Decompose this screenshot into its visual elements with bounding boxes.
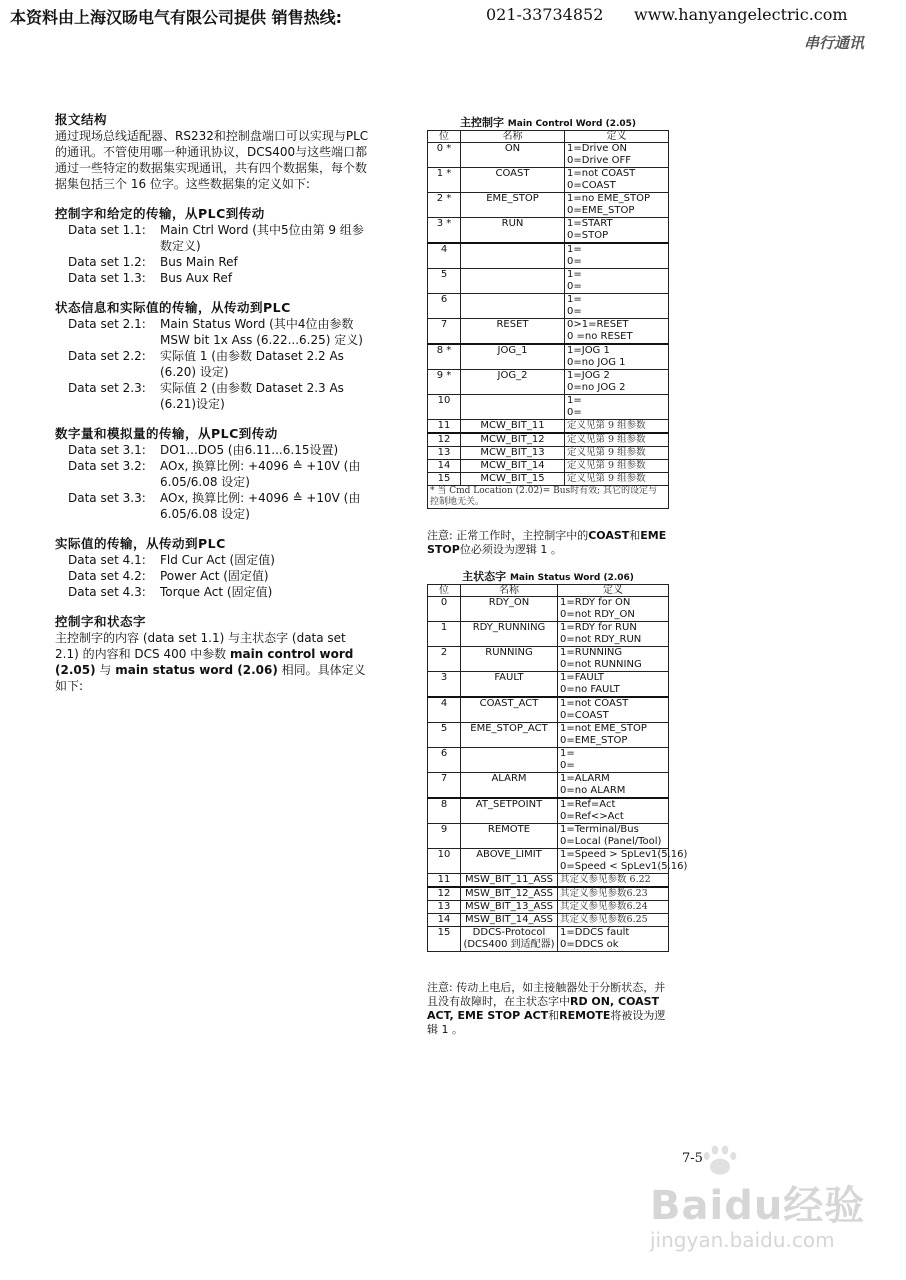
dataset-value: Power Act (固定值) [160,569,269,583]
cell-bit: 6 [428,294,461,319]
def-line-1: 1=RDY for RUN [560,622,637,633]
cell-def [565,294,669,319]
table-row [428,647,669,672]
cell-def [565,243,669,269]
dataset-item [55,584,373,600]
cell-name: EME_STOP_ACT [461,723,558,748]
cell-name: MCW_BIT_11 [461,420,565,434]
cell-name: RESET [461,319,565,345]
dataset-key: Data set 2.1: [68,317,146,331]
table-row [428,597,669,622]
cell-bit: 8 * [428,344,461,370]
def-line-1: 1=RUNNING [560,647,623,658]
cell-bit: 5 [428,269,461,294]
table-row [428,294,669,319]
intro-paragraph: 通过现场总线适配器、RS232和控制盘端口可以实现与PLC的通讯。不管使用哪一种通讯协议，DCS400与这些端口都通过一些特定的数据集实现通讯，共有四个数据集，每个数据集包括三个 16 位字。这些数据集的定义如下: [55,129,369,191]
cell-name: REMOTE [461,824,558,849]
col-header-def: 定义 [558,585,669,597]
cell-def [558,622,669,647]
cell-bit: 10 [428,849,461,874]
def-line-2: 0= [567,306,582,317]
cell-def: 定义见第 9 组参数 [565,460,669,473]
def-line-2: 0=STOP [567,230,609,241]
note1-e: 位必须设为逻辑 1 。 [459,543,562,556]
def-line-1: 1=ALARM [560,773,610,784]
def-line-2: 0=no JOG 1 [567,357,626,368]
def-line-1: 1=START [567,218,613,229]
cell-name [461,927,558,952]
cell-bit: 15 [428,927,461,952]
def-line-2: 0= [567,281,582,292]
col-header-bit: 位 [428,131,461,143]
col-header-bit: 位 [428,585,461,597]
col-header-def: 定义 [565,131,669,143]
def-line-2: 0 =no RESET [567,331,633,342]
cell-name: ALARM [461,773,558,799]
cell-bit: 14 [428,460,461,473]
cell-name: JOG_1 [461,344,565,370]
cell-bit: 5 [428,723,461,748]
cell-bit: 8 [428,798,461,824]
def-line-1: 1= [567,269,582,280]
msw-table [427,584,688,952]
mcw-caption [427,116,669,130]
def-line-2: 0=EME_STOP [567,205,635,216]
table-row [428,914,669,927]
note1-b: COAST [588,529,630,542]
table-row [428,269,669,294]
def-line-1: 1=JOG 2 [567,370,610,381]
table-row [428,168,669,193]
dataset-item [55,552,373,568]
cell-name: ON [461,143,565,168]
def-line-1: 1=RDY for ON [560,597,631,608]
dataset-item [55,348,373,380]
cell-name: MCW_BIT_12 [461,433,565,447]
dataset-item [55,316,373,348]
cell-bit: 1 [428,622,461,647]
cell-def: 定义见第 9 组参数 [565,447,669,460]
dataset-value: AOx, 换算比例: +4096 ≙ +10V (由 6.05/6.08 设定) [160,459,361,489]
cw-sw-param-mcw: main control word (2.05) [55,647,354,677]
def-line-2: 0=not RDY_ON [560,609,635,620]
cell-def: 其定义参见参数6.23 [558,887,669,901]
cell-def [565,319,669,345]
cell-def [565,395,669,420]
cw-sw-paragraph [55,630,373,694]
cell-def [558,748,669,773]
cw-sw-text-e: 相同。具体定义如下: [55,663,366,693]
def-line-2: 0=COAST [567,180,616,191]
cell-name: MCW_BIT_13 [461,447,565,460]
msw-caption-cn: 主状态字 [462,570,507,583]
mcw-table [427,130,669,509]
def-line-1: 1=FAULT [560,672,605,683]
cell-name: MSW_BIT_14_ASS [461,914,558,927]
def-line-1: 1=not COAST [560,698,629,709]
def-line-1: 0>1=RESET [567,319,629,330]
cell-def [565,269,669,294]
cell-bit: 9 [428,824,461,849]
cell-def [558,647,669,672]
table-row [428,473,669,486]
cell-def: 其定义参见参数 6.22 [558,874,669,888]
def-line-1: 1=not COAST [567,168,636,179]
note2-d: REMOTE [559,1009,611,1022]
table-row [428,218,669,244]
cell-name: MSW_BIT_12_ASS [461,887,558,901]
cell-def [565,344,669,370]
cell-bit: 10 [428,395,461,420]
msw-note [427,981,675,1037]
table-row [428,672,669,698]
cw-sw-text-c: 与 [95,663,116,677]
cell-name: ABOVE_LIMIT [461,849,558,874]
table-row-footnote [428,486,669,509]
cell-name: MCW_BIT_14 [461,460,565,473]
def-line-2: 0=COAST [560,710,609,721]
cell-bit: 12 [428,887,461,901]
def-line-1: 1= [567,395,582,406]
cell-name: RDY_RUNNING [461,622,558,647]
cell-bit: 15 [428,473,461,486]
cell-bit: 13 [428,901,461,914]
dataset-item [55,270,373,286]
note2-a: 注意: 传动上电后，如主接触器处于分断状态，并且没有故障时，在主状态字中 [427,981,666,1008]
def-line-2: 0= [567,407,582,418]
heading-status-to-plc: 状态信息和实际值的传输，从传动到PLC [55,300,291,315]
dataset-value: Main Status Word (其中4位由参数 MSW bit 1x Ass (6.22...6.25) 定义) [160,317,363,347]
cell-bit: 0 * [428,143,461,168]
note1-d: EME STOP [427,529,667,556]
cell-name: COAST_ACT [461,697,558,723]
heading-control-status-word: 控制字和状态字 [55,614,147,629]
section-title: 串行通讯 [803,34,864,52]
cell-def [565,168,669,193]
cell-def [558,597,669,622]
def-line-2: 0= [567,256,582,267]
cell-bit: 7 [428,319,461,345]
cell-name: AT_SETPOINT [461,798,558,824]
table-row [428,433,669,447]
def-line-1: 1=JOG 1 [567,345,610,356]
cell-bit: 3 [428,672,461,698]
cell-bit: 4 [428,243,461,269]
dataset-item [55,568,373,584]
watermark-url: jingyan.baidu.com [650,1228,835,1252]
dataset-key: Data set 4.2: [68,569,146,583]
cell-def: 定义见第 9 组参数 [565,420,669,434]
mcw-note [427,529,675,557]
cell-name: RDY_ON [461,597,558,622]
cell-name: MCW_BIT_15 [461,473,565,486]
note1-a: 注意: 正常工作时，主控制字中的 [427,529,589,542]
header-url: www.hanyangelectric.com [634,5,848,24]
table-row [428,874,669,888]
def-line-2: 0=DDCS ok [560,939,619,950]
cell-name: RUNNING [461,647,558,672]
cell-def [565,143,669,168]
dataset-value: Main Ctrl Word (其中5位由第 9 组参数定义) [160,223,364,253]
table-header-row [428,131,669,143]
dataset-item [55,222,373,254]
cell-name: RUN [461,218,565,244]
cell-name: MSW_BIT_13_ASS [461,901,558,914]
header-company: 本资料由上海汉旸电气有限公司提供 销售热线: [10,8,342,27]
table-row [428,420,669,434]
cell-name: FAULT [461,672,558,698]
cell-def [558,798,669,824]
def-line-1: 1=no EME_STOP [567,193,650,204]
dataset-value: 实际值 1 (由参数 Dataset 2.2 As (6.20) 设定) [160,349,344,379]
cell-name [461,269,565,294]
table-row [428,143,669,168]
cell-def [558,927,669,952]
table-row [428,798,669,824]
cell-def: 定义见第 9 组参数 [565,433,669,447]
cell-bit: 13 [428,447,461,460]
cell-name: COAST [461,168,565,193]
page-number: 7-5 [682,1151,703,1166]
heading-message-structure: 报文结构 [55,112,108,127]
dataset-value: 实际值 2 (由参数 Dataset 2.3 As (6.21)设定) [160,381,344,411]
dataset-value: Torque Act (固定值) [160,585,273,599]
heading-io-to-drive: 数字量和模拟量的传输，从PLC到传动 [55,426,278,441]
cell-bit: 4 [428,697,461,723]
msw-table-block [427,570,688,952]
mcw-table-block [427,116,669,509]
dataset-item [55,442,373,458]
note1-c: 和 [629,529,641,542]
dataset-key: Data set 3.3: [68,491,146,505]
mcw-footnote: * 当 Cmd Location (2.02)= Bus时有效; 其它的设定与控制地无关。 [428,486,669,509]
col-header-name: 名称 [461,131,565,143]
left-column [55,112,373,694]
cell-bit: 0 [428,597,461,622]
heading-actual-to-plc: 实际值的传输，从传动到PLC [55,536,226,551]
cell-def [565,193,669,218]
cell-name [461,243,565,269]
table-row [428,395,669,420]
cell-bit: 2 [428,647,461,672]
table-row [428,748,669,773]
cell-bit: 9 * [428,370,461,395]
def-line-1: 1=Ref=Act [560,799,616,810]
table-row [428,824,669,849]
table-row [428,243,669,269]
note2-b: RD ON, COAST ACT, EME STOP ACT [427,995,660,1022]
def-line-2: 0=no FAULT [560,684,620,695]
dataset-item [55,490,373,522]
cell-name: EME_STOP [461,193,565,218]
msw-caption-en: Main Status Word (2.06) [509,573,634,583]
table-row [428,901,669,914]
cell-def [558,773,669,799]
def-line-1: 1= [560,748,575,759]
def-line-1: 1= [567,294,582,305]
dataset-key: Data set 4.3: [68,585,146,599]
dataset-key: Data set 1.2: [68,255,146,269]
heading-ctrl-to-drive: 控制字和给定的传输，从PLC到传动 [55,206,265,221]
note2-c: 和 [548,1009,560,1022]
watermark-text: Baidu经验 [650,1183,866,1229]
cell-name: JOG_2 [461,370,565,395]
dataset-value: Bus Main Ref [160,255,238,269]
cell-name [461,748,558,773]
cell-name: MSW_BIT_11_ASS [461,874,558,888]
dataset-key: Data set 4.1: [68,553,146,567]
def-line-2: 0=EME_STOP [560,735,628,746]
cell-bit: 2 * [428,193,461,218]
cell-bit: 11 [428,874,461,888]
table-row [428,447,669,460]
cell-name [461,294,565,319]
note2-e: 将被设为逻辑 1 。 [427,1009,666,1036]
table-row [428,622,669,647]
dataset-value: AOx, 换算比例: +4096 ≙ +10V (由 6.05/6.08 设定) [160,491,361,521]
dataset-item [55,380,373,412]
dataset-key: Data set 2.2: [68,349,146,363]
dataset-value: Bus Aux Ref [160,271,233,285]
def-line-2: 0=Drive OFF [567,155,631,166]
dataset-item [55,254,373,270]
cw-sw-text-a: 主控制字的内容 (data set 1.1) 与主状态字 (data set 2.1) 的内容和 DCS 400 中参数 [55,631,346,661]
table-row [428,723,669,748]
page-header [0,2,906,28]
cell-def [558,697,669,723]
dataset-key: Data set 1.1: [68,223,146,237]
cell-bit: 7 [428,773,461,799]
def-line-2: 0=Speed < SpLev1(5.16) [560,861,688,872]
cell-def [565,218,669,244]
cell-bit: 6 [428,748,461,773]
table-row [428,193,669,218]
def-line-2: 0=no JOG 2 [567,382,626,393]
table-row [428,849,669,874]
cell-def: 定义见第 9 组参数 [565,473,669,486]
cell-def [558,849,688,874]
cell-def: 其定义参见参数6.25 [558,914,669,927]
table-header-row [428,585,669,597]
def-line-1: 1=not EME_STOP [560,723,647,734]
def-line-1: 1= [567,244,582,255]
def-line-2: 0= [560,760,575,771]
msw-caption [427,570,669,584]
cell-bit: 11 [428,420,461,434]
def-line-2: 0=not RUNNING [560,659,642,670]
cell-def [565,370,669,395]
table-row [428,460,669,473]
table-row [428,887,669,901]
mcw-caption-en: Main Control Word (2.05) [507,119,637,129]
table-row [428,927,669,952]
dataset-key: Data set 3.2: [68,459,146,473]
cw-sw-param-msw: main status word (2.06) [115,663,278,677]
table-row [428,344,669,370]
col-header-name: 名称 [461,585,558,597]
dataset-value: DO1...DO5 (由6.11...6.15设置) [160,443,339,457]
def-line-1: 1=DDCS fault [560,927,630,938]
name-line-2: (DCS400 到适配器) [463,939,555,950]
dataset-key: Data set 3.1: [68,443,146,457]
cell-def [558,824,669,849]
table-row [428,319,669,345]
def-line-1: 1=Terminal/Bus [560,824,639,835]
def-line-2: 0=Local (Panel/Tool) [560,836,662,847]
dataset-key: Data set 1.3: [68,271,146,285]
cell-def: 其定义参见参数6.24 [558,901,669,914]
table-row [428,773,669,799]
def-line-2: 0=no ALARM [560,785,626,796]
header-phone: 021-33734852 [486,5,604,24]
cell-bit: 12 [428,433,461,447]
def-line-1: 1=Speed > SpLev1(5.16) [560,849,688,860]
name-line-1: DDCS-Protocol [472,927,546,938]
table-row [428,370,669,395]
dataset-value: Fld Cur Act (固定值) [160,553,275,567]
def-line-2: 0=not RDY_RUN [560,634,642,645]
dataset-key: Data set 2.3: [68,381,146,395]
dataset-item [55,458,373,490]
cell-bit: 3 * [428,218,461,244]
cell-bit: 1 * [428,168,461,193]
def-line-2: 0=Ref<>Act [560,811,624,822]
cell-name [461,395,565,420]
table-row [428,697,669,723]
def-line-1: 1=Drive ON [567,143,627,154]
mcw-caption-cn: 主控制字 [459,116,504,129]
cell-def [558,672,669,698]
cell-bit: 14 [428,914,461,927]
cell-def [558,723,669,748]
